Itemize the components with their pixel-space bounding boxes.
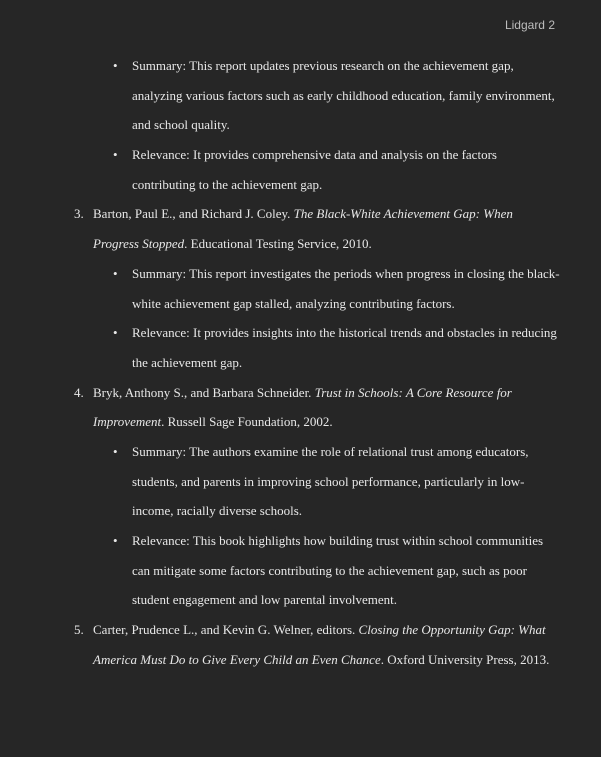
citation-title: Trust in Schools: A Core Resource for (314, 384, 512, 400)
entry-4-summary-line-2: students, and parents in improving school performance, particularly in low- (132, 473, 525, 489)
bullet-icon: • (113, 58, 118, 73)
citation-authors: Barton, Paul E., and Richard J. Coley. (93, 206, 294, 222)
citation-authors: Bryk, Anthony S., and Barbara Schneider. (93, 384, 315, 400)
entry-4-relevance-line-2: can mitigate some factors contributing to the achievement gap, such as poor (132, 562, 527, 578)
entry-4-summary-line-1: • Summary: The authors examine the role of relational trust among educators, (0, 437, 601, 467)
entry-3-relevance-line-1: • Relevance: It provides insights into the historical trends and obstacles in reducing (0, 318, 601, 348)
bullet-icon: • (113, 325, 118, 341)
entry-3-relevance-line-2: the achievement gap. (132, 354, 243, 370)
entry-4-relevance-line-3: student engagement and low parental involvement. (132, 592, 397, 608)
bullet-icon: • (113, 265, 118, 281)
citation-title: Closing the Opportunity Gap: What (358, 622, 546, 638)
citation-title: America Must Do to Give Every Child an Even Chance (93, 651, 381, 667)
entry-number: 3. (74, 206, 84, 222)
entry-2-relevance-line-1: • Relevance: It provides comprehensive data and analysis on the factors (0, 140, 601, 170)
citation-title: Progress Stopped (93, 236, 185, 252)
entry-4-relevance-line-1: • Relevance: This book highlights how building trust within school communities (0, 526, 601, 556)
entry-5-citation-line-1 (0, 615, 601, 645)
entry-3-citation-line-1 (0, 199, 601, 229)
entry-3-citation-line-2 (0, 229, 601, 259)
entry-4-citation-line-1 (0, 378, 601, 408)
citation-publisher: . Russell Sage Foundation, 2002. (161, 414, 333, 430)
entry-4-summary-line-3: income, racially diverse schools. (132, 503, 303, 519)
entry-5-citation-line-2 (0, 645, 601, 675)
citation-publisher: . Educational Testing Service, 2010. (184, 236, 372, 252)
bullet-icon: • (113, 533, 118, 548)
citation-title: Improvement (93, 414, 162, 430)
entry-number: 5. (74, 622, 84, 638)
entry-4-citation-line-2 (0, 407, 601, 437)
bullet-icon: • (113, 443, 118, 459)
bullet-icon: • (113, 147, 118, 163)
entry-3-summary-line-2: white achievement gap stalled, analyzing contributing factors. (132, 295, 455, 311)
entry-2-summary-line-1: • Summary: This report updates previous research on the achievement gap, (0, 51, 601, 81)
citation-authors: Carter, Prudence L., and Kevin G. Welner, editors. (93, 622, 359, 638)
entry-2-summary-line-2: analyzing various factors such as early childhood education, family environment, (132, 87, 555, 103)
entry-2-relevance-line-2: contributing to the achievement gap. (132, 176, 323, 192)
works-cited-list (0, 51, 601, 674)
entry-3-summary-line-1: • Summary: This report investigates the periods when progress in closing the black- (0, 259, 601, 289)
citation-publisher: . Oxford University Press, 2013. (380, 651, 550, 667)
page-header: Lidgard 2 (504, 18, 555, 32)
citation-title: The Black-White Achievement Gap: When (293, 206, 513, 222)
entry-2-summary-line-3: and school quality. (132, 117, 230, 133)
entry-number: 4. (74, 384, 84, 400)
